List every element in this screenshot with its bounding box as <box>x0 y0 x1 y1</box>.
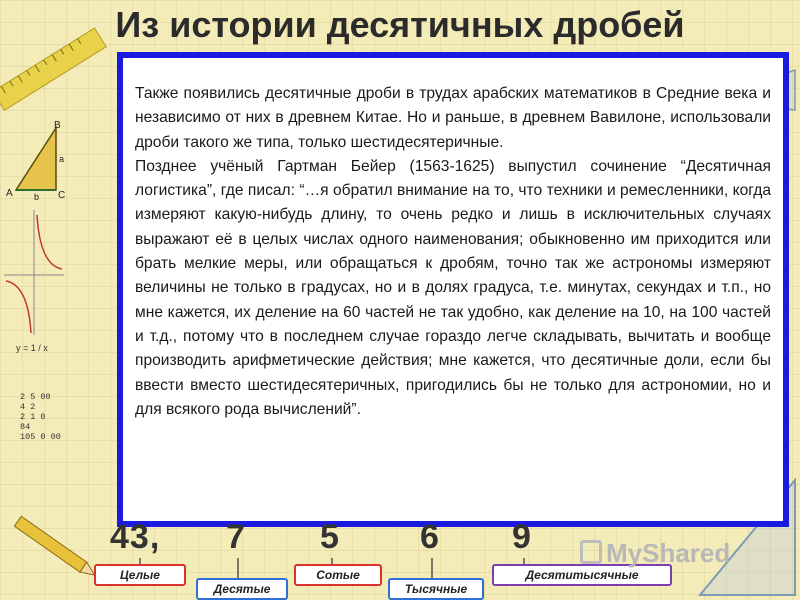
digit-ten-thousandths: 9 <box>512 518 532 556</box>
triangle-side-a: a <box>59 154 65 164</box>
label-whole: Целые <box>94 564 186 586</box>
watermark-text: MyShared <box>606 538 731 568</box>
triangle-label-a: A <box>6 188 13 199</box>
watermark-icon <box>580 540 602 564</box>
division-decoration <box>20 392 62 442</box>
paragraph-1: Также появились десятичные дроби в трудах арабских математиков в Средние века и независимо от них в древнем Китае. Но и раньше, в древнем Вавилоне, использовали дроби такого же типа, только шестидесятеричные. <box>135 85 771 151</box>
digit-hundredths: 5 <box>320 518 340 556</box>
formula-text: y = 1 / x <box>16 343 48 353</box>
division-line: 4 2 <box>20 402 36 412</box>
label-ten-thousandths: Десятитысячные <box>492 564 672 586</box>
hyperbola-graph-decoration <box>4 205 64 355</box>
label-thousandths: Тысячные <box>388 578 484 600</box>
integer-part: 43, <box>110 518 161 556</box>
pencil-decoration <box>0 490 100 600</box>
digit-tenths: 7 <box>226 518 246 556</box>
digit-thousandths: 6 <box>420 518 440 556</box>
label-hundredths: Сотые <box>294 564 382 586</box>
paragraph-2: Позднее учёный Гартман Бейер (1563-1625) выпустил сочинение “Десятичная логистика”, где писал: “…я обратил внимание на то, что техники и ремесленники, когда измеряют какую-нибудь длину, то очень редко и лишь в исключительных случаях выражают её в целых числах одного наименования; обыкновенно им приходится или брать мелкие меры, или обращаться к дробям, точно так же астрономы измеряют величины не только в градусах, но и в долях градуса, т.е. минутах, секундах и т.п., но мне кажется, их деление на 60 частей не так удобно, как деление на 10, на 100 частей и т.д., потому что в последнем случае гораздо легче складывать, вычитать и вообще производить арифметические действия; мне кажется, что десятичные доли, если бы ввести вместо шестидесятеричных, пригодились бы не только для астрономии, но и для всякого рода вычислений”. <box>135 157 771 418</box>
division-line: 105 0 00 <box>20 432 61 442</box>
division-line: 2 5 00 <box>20 392 51 402</box>
triangle-side-b: b <box>34 192 40 202</box>
triangle-label-b: B <box>54 120 61 131</box>
page-title: Из истории десятичных дробей <box>115 4 685 45</box>
triangle-decoration <box>4 120 64 200</box>
division-line: 2 1 0 <box>20 412 46 422</box>
text-body <box>135 82 771 422</box>
division-line: 84 <box>20 422 31 432</box>
label-tenths: Десятые <box>196 578 288 600</box>
triangle-label-c: C <box>58 190 66 201</box>
text-panel <box>117 52 789 527</box>
